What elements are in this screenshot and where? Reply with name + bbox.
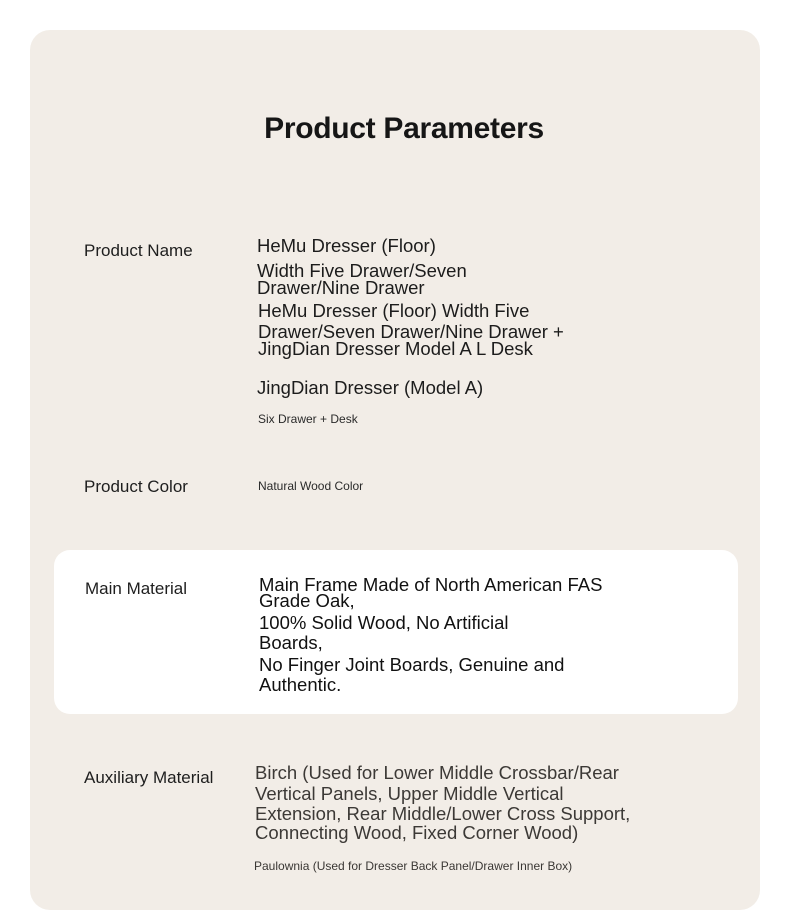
auxiliary-material-line-2: Vertical Panels, Upper Middle Vertical (255, 783, 564, 804)
product-name-line-4: HeMu Dresser (Floor) Width Five (258, 300, 530, 321)
main-material-line-4: Boards, (259, 632, 323, 653)
product-name-line-6: JingDian Dresser Model A L Desk (258, 338, 533, 359)
product-name-line-1: HeMu Dresser (Floor) (257, 235, 436, 256)
product-name-line-2: Width Five Drawer/Seven (257, 260, 467, 281)
page-title: Product Parameters (264, 112, 544, 145)
product-name-line-3: Drawer/Nine Drawer (257, 277, 425, 298)
product-color-label: Product Color (84, 477, 188, 496)
auxiliary-material-line-3: Extension, Rear Middle/Lower Cross Support, (255, 803, 631, 824)
auxiliary-material-note: Paulownia (Used for Dresser Back Panel/Drawer Inner Box) (254, 859, 573, 873)
product-name-line-7: JingDian Dresser (Model A) (257, 377, 484, 398)
main-material-label: Main Material (85, 579, 188, 598)
product-name-line-5: Drawer/Seven Drawer/Nine Drawer + (258, 321, 564, 342)
main-material-line-2: Grade Oak, (259, 590, 355, 611)
product-color-value: Natural Wood Color (258, 479, 364, 493)
auxiliary-material-line-1: Birch (Used for Lower Middle Crossbar/Rear (255, 762, 619, 783)
auxiliary-material-line-4: Connecting Wood, Fixed Corner Wood) (255, 822, 579, 843)
main-material-line-6: Authentic. (259, 674, 342, 695)
product-name-line-8: Six Drawer + Desk (258, 412, 358, 426)
main-material-line-1: Main Frame Made of North American FAS (259, 574, 603, 595)
product-name-label: Product Name (84, 241, 193, 260)
main-material-line-5: No Finger Joint Boards, Genuine and (259, 654, 565, 675)
main-material-line-3: 100% Solid Wood, No Artificial (259, 612, 509, 633)
auxiliary-material-label: Auxiliary Material (84, 768, 214, 787)
